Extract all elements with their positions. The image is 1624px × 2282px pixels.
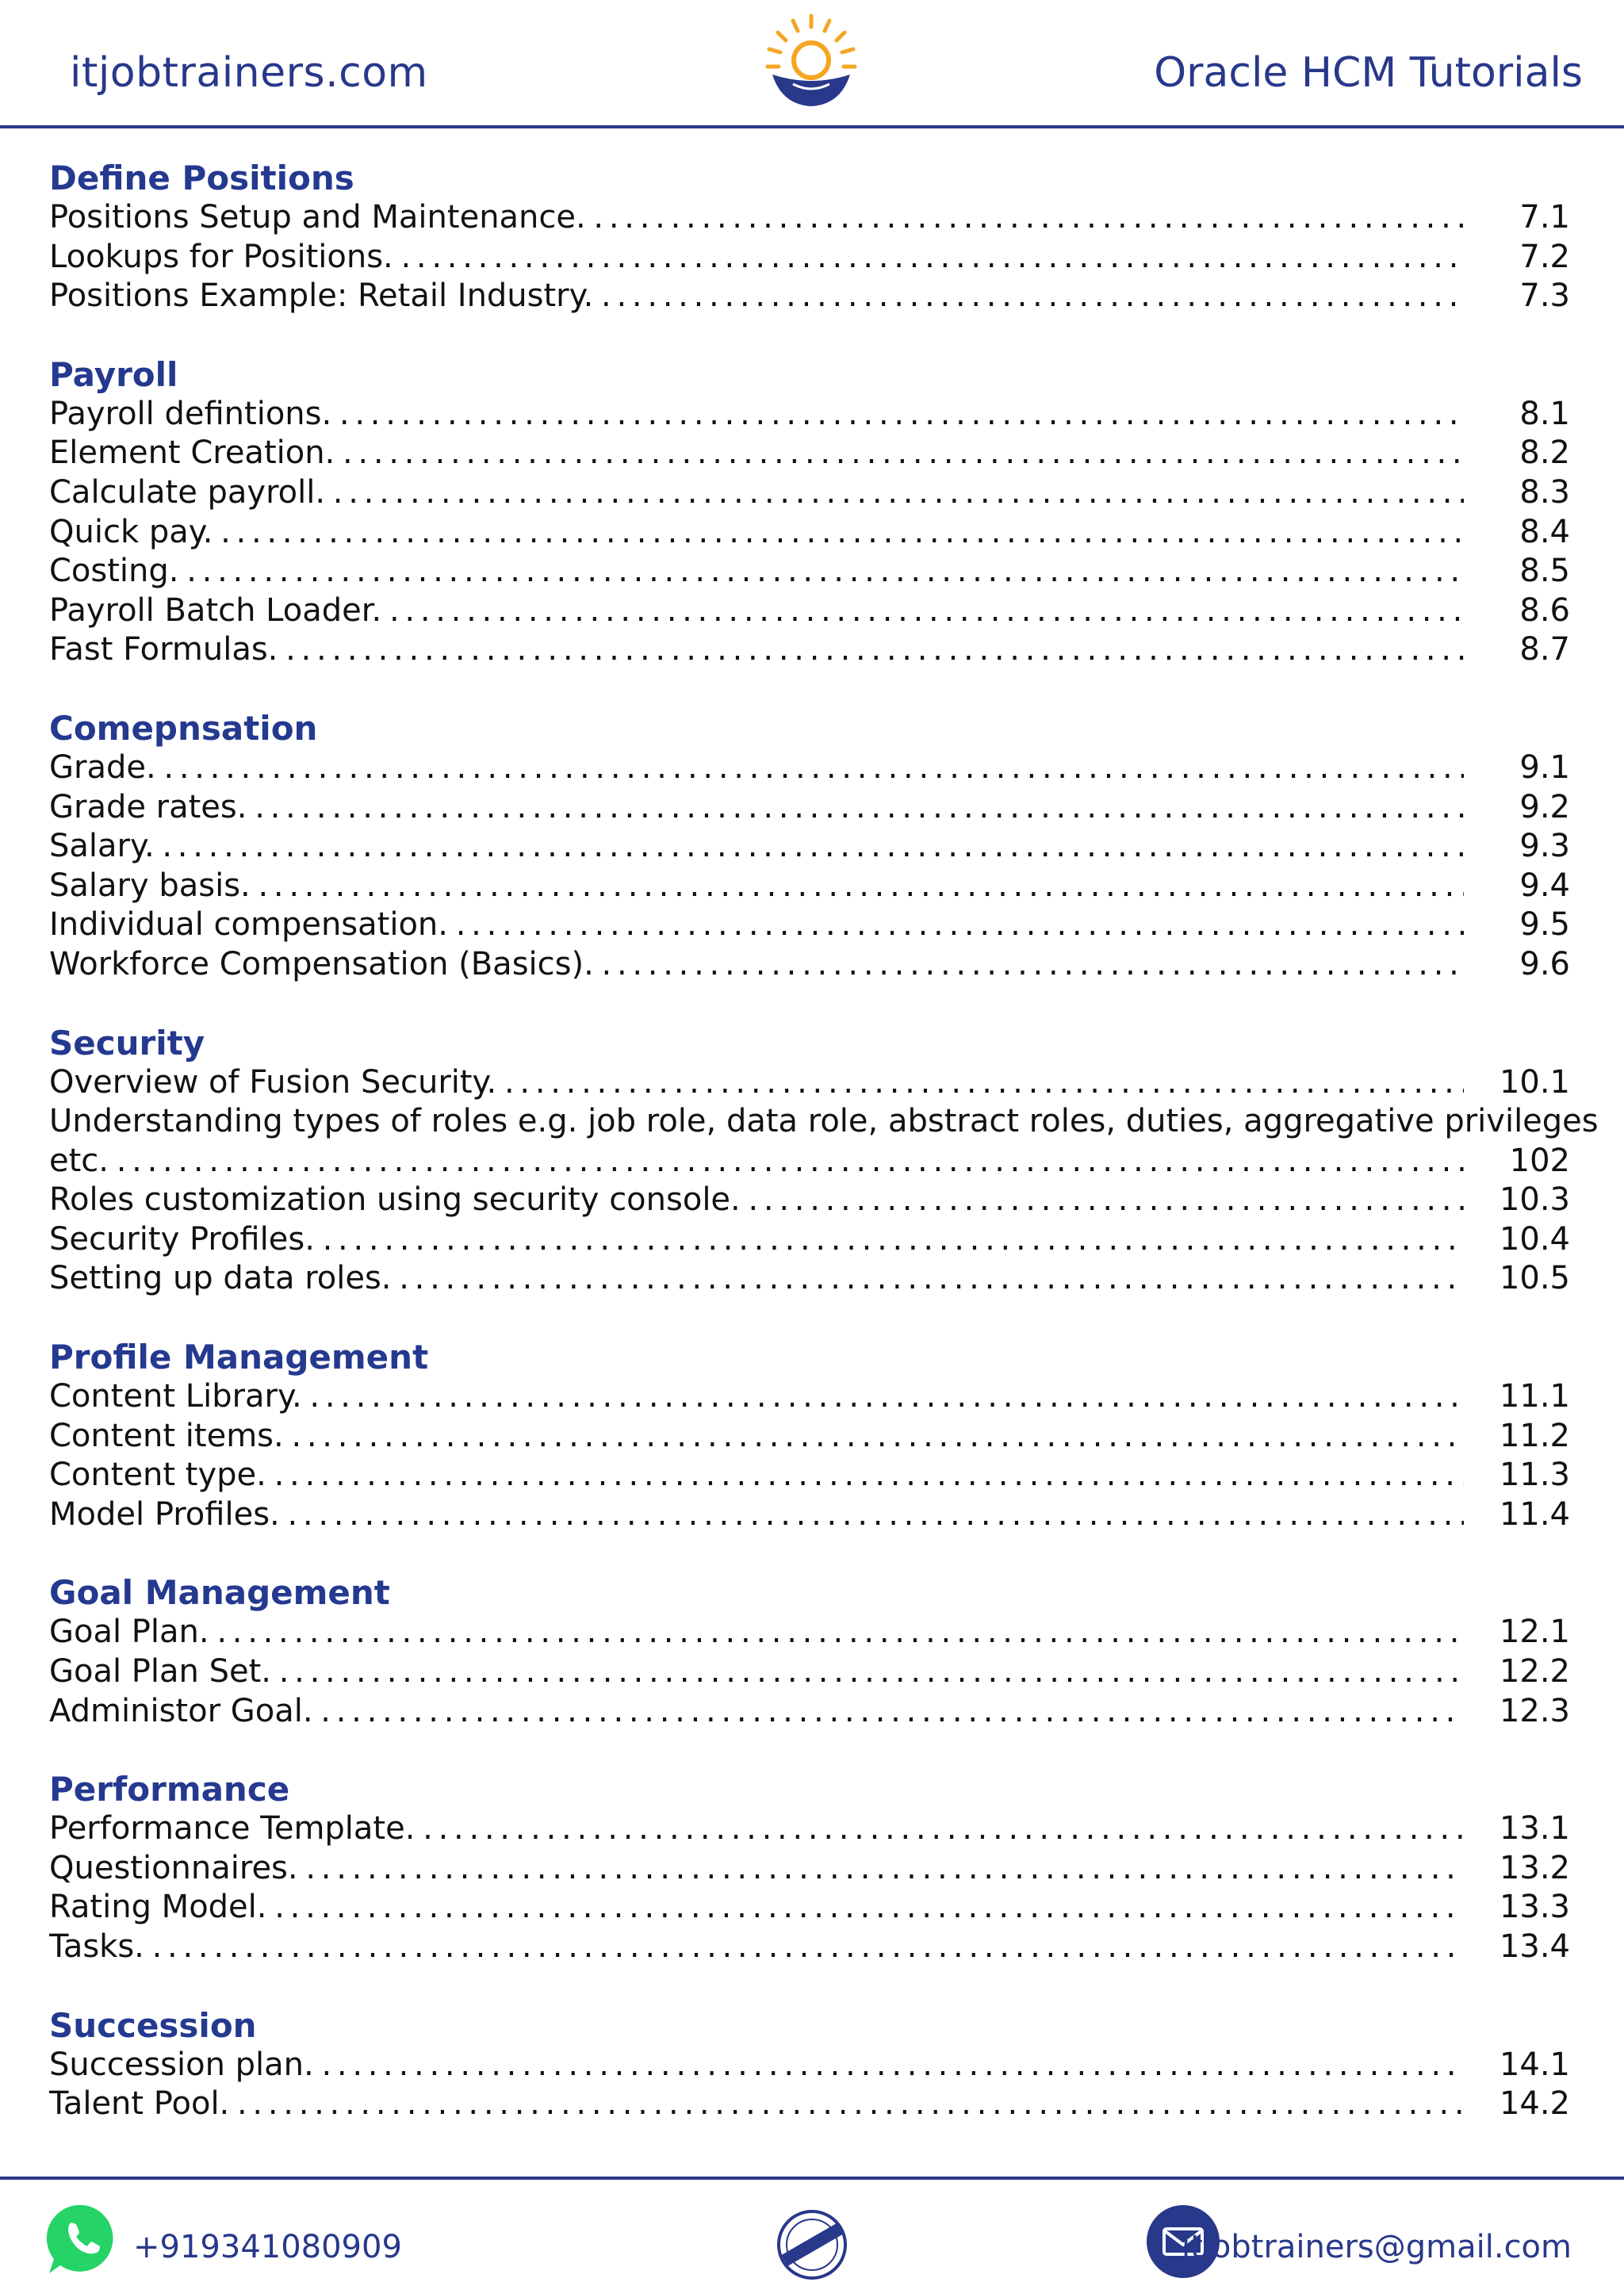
entry-title: Rating Model. — [49, 1889, 267, 1926]
entry-title-with-dot-leader — [49, 1142, 1464, 1181]
entry-title-with-dot-leader — [49, 592, 1464, 631]
entry-number: 11.2 — [1499, 1417, 1570, 1454]
entry-title: Positions Setup and Maintenance. — [49, 199, 586, 235]
entry-number: 8.6 — [1519, 592, 1570, 629]
toc-section — [49, 355, 1570, 670]
entry-title: Content items. — [49, 1417, 284, 1454]
toc-section — [49, 709, 1570, 985]
entry-title: Goal Plan. — [49, 1614, 209, 1651]
entry-number: 102 — [1509, 1142, 1570, 1179]
section-heading: Security — [49, 1023, 205, 1063]
entry-title: Setting up data roles. — [49, 1260, 392, 1297]
toc-entry[interactable] — [49, 1888, 1570, 1928]
entry-number: 13.2 — [1499, 1849, 1570, 1886]
entry-title: Overview of Fusion Security. — [49, 1063, 497, 1101]
entry-title: Content Library. — [49, 1378, 302, 1415]
entry-title: Fast Formulas. — [49, 631, 278, 668]
entry-number: 12.3 — [1499, 1692, 1570, 1729]
entry-number: 8.2 — [1519, 435, 1570, 472]
toc-entry[interactable] — [49, 513, 1570, 553]
entry-title-with-dot-leader — [49, 827, 1464, 867]
entry-title: Content type. — [49, 1457, 266, 1494]
entry-title-with-dot-leader — [49, 1220, 1464, 1260]
entry-title: Succession plan. — [49, 2046, 314, 2083]
toc-entry[interactable] — [49, 630, 1570, 670]
email-address[interactable]: itjobtrainers@gmail.com — [1181, 2229, 1572, 2265]
entry-number: 13.4 — [1499, 1928, 1570, 1965]
entry-title-with-dot-leader — [49, 434, 1464, 473]
entry-title-with-dot-leader — [49, 2085, 1464, 2124]
toc-section — [49, 1023, 1599, 1300]
toc-entry[interactable] — [49, 1849, 1570, 1889]
entry-number: 11.1 — [1499, 1378, 1570, 1415]
toc-section — [49, 1770, 1570, 1966]
entry-title: Payroll Batch Loader. — [49, 592, 382, 629]
toc-entry[interactable] — [49, 1928, 1570, 1967]
entry-number: 10.4 — [1499, 1220, 1570, 1258]
entry-title-with-dot-leader — [49, 473, 1464, 513]
entry-title: Individual compensation. — [49, 906, 448, 944]
whatsapp-icon[interactable] — [44, 2200, 121, 2276]
toc-entry[interactable] — [49, 1809, 1570, 1849]
site-name[interactable]: itjobtrainers.com — [70, 49, 428, 97]
phone-number[interactable]: +919341080909 — [133, 2229, 402, 2265]
toc-entry[interactable] — [49, 1652, 1570, 1692]
toc-entry[interactable] — [49, 827, 1570, 867]
copyright-seal-icon — [772, 2208, 852, 2281]
entry-title: Quick pay. — [49, 513, 213, 550]
toc-section — [49, 1573, 1570, 1731]
toc-entry[interactable] — [49, 1377, 1570, 1417]
toc-entry[interactable] — [49, 198, 1570, 238]
entry-number: 8.1 — [1519, 395, 1570, 432]
toc-entry[interactable] — [49, 1181, 1570, 1220]
entry-title-with-dot-leader — [49, 945, 1464, 985]
entry-number: 10.5 — [1499, 1260, 1570, 1297]
entry-title-with-dot-leader — [49, 1259, 1464, 1299]
section-heading: Payroll — [49, 354, 178, 394]
toc-entry[interactable] — [49, 434, 1570, 473]
entry-title-with-dot-leader — [49, 630, 1464, 670]
entry-title-with-dot-leader — [49, 1849, 1464, 1889]
entry-title-with-dot-leader — [49, 1928, 1464, 1967]
entry-number: 12.2 — [1499, 1653, 1570, 1690]
toc-entry[interactable] — [49, 1259, 1570, 1299]
toc-entry[interactable] — [49, 1220, 1570, 1260]
entry-title: Salary. — [49, 828, 155, 865]
table-of-contents — [49, 159, 1599, 2163]
toc-entry[interactable] — [49, 1063, 1570, 1103]
entry-number: 9.4 — [1519, 867, 1570, 904]
entry-title: Payroll defintions. — [49, 395, 332, 432]
entry-title-with-dot-leader — [49, 1652, 1464, 1692]
entry-title: etc. — [49, 1142, 109, 1179]
section-heading: Comepnsation — [49, 708, 318, 748]
entry-number: 8.3 — [1519, 473, 1570, 511]
entry-title-with-dot-leader — [49, 395, 1464, 435]
entry-title: Grade. — [49, 749, 156, 786]
entry-title-line: Understanding types of roles e.g. job role, data role, abstract roles, duties, aggregative privileges — [49, 1103, 1599, 1140]
entry-number: 10.3 — [1499, 1181, 1570, 1219]
entry-title-with-dot-leader — [49, 513, 1464, 553]
section-heading: Performance — [49, 1770, 290, 1809]
entry-title: Costing. — [49, 553, 179, 590]
entry-title-with-dot-leader — [49, 1063, 1464, 1103]
toc-entry[interactable] — [49, 1692, 1570, 1732]
toc-entry[interactable] — [49, 277, 1570, 316]
entry-title-with-dot-leader — [49, 238, 1464, 278]
toc-section — [49, 1338, 1570, 1534]
entry-number: 12.1 — [1499, 1614, 1570, 1651]
section-heading: Profile Management — [49, 1338, 429, 1377]
entry-title: Questionnaires. — [49, 1849, 298, 1886]
page-header — [0, 0, 1624, 128]
entry-title: Performance Template. — [49, 1810, 416, 1847]
entry-title: Roles customization using security console. — [49, 1181, 741, 1219]
entry-title: Tasks. — [49, 1928, 144, 1965]
entry-title: Talent Pool. — [49, 2085, 230, 2123]
entry-title: Model Profiles. — [49, 1495, 280, 1533]
toc-entry[interactable] — [49, 1456, 1570, 1495]
toc-entry[interactable] — [49, 1613, 1570, 1652]
entry-title-with-dot-leader — [49, 198, 1464, 238]
entry-number: 9.2 — [1519, 788, 1570, 825]
entry-title-with-dot-leader — [49, 1613, 1464, 1652]
toc-entry[interactable] — [49, 395, 1570, 435]
toc-entry[interactable] — [49, 945, 1570, 985]
entry-number: 11.4 — [1499, 1495, 1570, 1533]
entry-title-with-dot-leader — [49, 1692, 1464, 1732]
entry-title: Goal Plan Set. — [49, 1653, 272, 1690]
entry-number: 9.3 — [1519, 828, 1570, 865]
toc-entry[interactable] — [49, 749, 1570, 788]
toc-entry[interactable] — [49, 552, 1570, 592]
entry-title: Positions Example: Retail Industry. — [49, 278, 594, 315]
entry-title: Salary basis. — [49, 867, 251, 904]
entry-number: 9.5 — [1519, 906, 1570, 944]
entry-title: Lookups for Positions. — [49, 238, 393, 275]
entry-title-with-dot-leader — [49, 277, 1464, 316]
section-heading: Succession — [49, 2005, 257, 2045]
entry-title-with-dot-leader — [49, 1417, 1464, 1457]
entry-title-with-dot-leader — [49, 749, 1464, 788]
toc-entry[interactable] — [49, 592, 1570, 631]
toc-entry[interactable] — [49, 2085, 1570, 2124]
entry-title: Grade rates. — [49, 788, 247, 825]
toc-entry[interactable] — [49, 473, 1570, 513]
page-footer — [0, 2180, 1624, 2282]
entry-number: 13.1 — [1499, 1810, 1570, 1847]
entry-number: 14.1 — [1499, 2046, 1570, 2083]
entry-number: 8.5 — [1519, 553, 1570, 590]
entry-title-with-dot-leader — [49, 906, 1464, 945]
entry-number: 13.3 — [1499, 1889, 1570, 1926]
toc-entry[interactable] — [49, 2046, 1570, 2085]
entry-title-with-dot-leader — [49, 1888, 1464, 1928]
entry-number: 9.6 — [1519, 945, 1570, 982]
entry-number: 11.3 — [1499, 1457, 1570, 1494]
entry-title: Element Creation. — [49, 435, 335, 472]
toc-entry[interactable] — [49, 1495, 1570, 1535]
entry-number: 9.1 — [1519, 749, 1570, 786]
toc-entry[interactable] — [49, 238, 1570, 278]
entry-title-with-dot-leader — [49, 1377, 1464, 1417]
entry-title-with-dot-leader — [49, 867, 1464, 906]
entry-number: 10.1 — [1499, 1063, 1570, 1101]
entry-number: 7.3 — [1519, 278, 1570, 315]
toc-entry[interactable] — [49, 867, 1570, 906]
entry-title: Administor Goal. — [49, 1692, 313, 1729]
toc-entry[interactable] — [49, 1417, 1570, 1457]
toc-section — [49, 2006, 1570, 2124]
entry-title-with-dot-leader — [49, 1809, 1464, 1849]
toc-entry[interactable] — [49, 788, 1570, 828]
toc-entry[interactable] — [49, 906, 1570, 945]
section-heading: Goal Management — [49, 1573, 390, 1613]
entry-title-with-dot-leader — [49, 788, 1464, 828]
sun-hands-logo-icon — [761, 11, 861, 111]
entry-title-with-dot-leader — [49, 552, 1464, 592]
entry-title-with-dot-leader — [49, 2046, 1464, 2085]
entry-title-with-dot-leader — [49, 1456, 1464, 1495]
entry-title-with-dot-leader — [49, 1495, 1464, 1535]
entry-number: 14.2 — [1499, 2085, 1570, 2123]
toc-entry[interactable] — [49, 1102, 1599, 1181]
entry-number: 8.7 — [1519, 631, 1570, 668]
entry-title: Calculate payroll. — [49, 473, 326, 511]
toc-section — [49, 159, 1570, 316]
entry-number: 7.1 — [1519, 199, 1570, 235]
entry-title-with-dot-leader — [49, 1181, 1464, 1220]
entry-number: 7.2 — [1519, 238, 1570, 275]
brand-title: Oracle HCM Tutorials — [1154, 49, 1583, 97]
entry-title: Security Profiles. — [49, 1220, 315, 1258]
entry-number: 8.4 — [1519, 513, 1570, 550]
entry-title: Workforce Compensation (Basics). — [49, 945, 594, 982]
section-heading: Define Positions — [49, 159, 354, 197]
header-divider — [0, 125, 1624, 128]
